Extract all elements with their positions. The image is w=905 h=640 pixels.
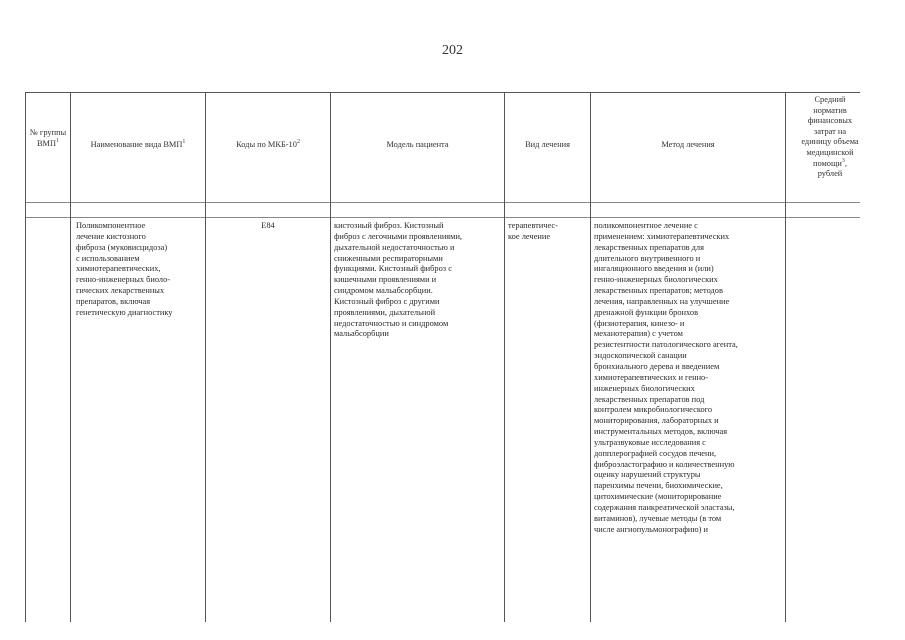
vmp-name-line: генно-инженерных биоло- <box>76 275 171 285</box>
treatment-method-line: ультразвуковые исследования с <box>594 437 706 447</box>
patient-model-line: мальабсорбции <box>334 329 389 339</box>
treatment-type-line: кое лечение <box>508 231 551 241</box>
treatment-method-line: химиотерапевтических и генно- <box>594 372 709 382</box>
treatment-method-line: инструментальных методов, включая <box>594 427 728 437</box>
treatment-method-line: лечения, направленных на улучшение <box>594 296 730 306</box>
column-divider-4 <box>504 92 505 622</box>
vmp-name-line: химиотерапевтических, <box>76 264 161 274</box>
table-top-border <box>25 92 860 93</box>
treatment-method-line: эндоскопической санации <box>594 351 687 361</box>
header-vmp-name-text: Наименование вида ВМП <box>90 140 183 149</box>
treatment-method-line: витаминов), лучевые методы (в том <box>594 513 722 523</box>
header-average-cost-text: Средний норматив финансовых затрат на единицу объема медицинской помощи <box>801 95 859 168</box>
header-patient-model: Модель пациента <box>386 140 449 149</box>
patient-model-line: дыхательной недостаточностью и <box>334 242 455 252</box>
patient-model-line: синдромом мальабсорбции. <box>334 286 433 296</box>
column-divider-6 <box>785 92 786 622</box>
treatment-method-line: механотерапия) с учетом <box>594 329 683 339</box>
treatment-method-line: допплерографией сосудов печени, <box>594 448 717 458</box>
treatment-method-line: цитохимические (мониторирование <box>594 492 722 502</box>
column-divider-1 <box>70 92 71 622</box>
header-group-number <box>27 128 69 149</box>
treatment-method-line: мониторирования, лабораторных и <box>594 416 719 426</box>
treatment-method-line: числе ангиопульмонографию) и <box>594 524 709 534</box>
treatment-method-line: (физиотерапия, кинезо- и <box>594 318 685 328</box>
vmp-name-line: с использованием <box>76 253 140 263</box>
cell-treatment-method <box>594 221 738 535</box>
treatment-method-line: поликомпонентное лечение с <box>594 221 698 230</box>
patient-model-line: кишечными проявлениями и <box>334 275 437 285</box>
vmp-name-line: гических лекарственных <box>76 286 165 296</box>
header-treatment-type: Вид лечения <box>525 140 570 149</box>
page-number: 202 <box>442 43 463 58</box>
header-icd-codes-text: Коды по МКБ-10 <box>236 140 297 149</box>
header-average-cost-unit: , рублей <box>817 158 848 179</box>
vmp-name-line: лечение кистозного <box>76 231 146 241</box>
cell-vmp-name <box>76 221 173 319</box>
cell-treatment-type <box>508 221 558 243</box>
treatment-method-line: длительного внутривенного и <box>594 253 701 263</box>
treatment-method-line: оценку нарушений структуры <box>594 470 701 480</box>
table-left-border <box>25 92 26 622</box>
vmp-name-line: генетическую диагностику <box>76 307 173 317</box>
treatment-method-line: дренажной функции бронхов <box>594 307 699 317</box>
patient-model-line: кистозный фиброз. Кистозный <box>334 221 444 230</box>
treatment-method-line: инженерных биологических <box>594 383 695 393</box>
treatment-type-line: терапевтичес- <box>508 221 558 230</box>
treatment-method-line: лекарственных препаратов для <box>594 242 704 252</box>
patient-model-line: проявлениями, дыхательной <box>334 307 436 317</box>
footnote-1: 1 <box>56 137 60 144</box>
patient-model-line: сниженными респираторными <box>334 253 443 263</box>
treatment-method-line: паренхимы печени, биохимические, <box>594 481 723 491</box>
header-treatment-method: Метод лечения <box>661 140 715 149</box>
header-average-cost <box>800 95 860 180</box>
vmp-name-line: фиброза (муковисцидоза) <box>76 242 168 252</box>
vmp-name-line: Поликомпонентное <box>76 221 146 230</box>
patient-model-line: фиброз с легочными проявлениями, <box>334 231 463 241</box>
column-divider-5 <box>590 92 591 622</box>
treatment-method-line: генно-инженерных биологических <box>594 275 718 285</box>
treatment-method-line: контролем микробиологического <box>594 405 713 415</box>
treatment-method-line: лекарственных препаратов под <box>594 394 705 404</box>
cell-icd-code: E84 <box>261 221 275 230</box>
treatment-method-line: резистентности патологического агента, <box>594 340 738 350</box>
footnote-1: 1 <box>182 139 186 146</box>
header-group-number-text: № группы ВМП <box>29 128 67 148</box>
treatment-method-line: применением: химиотерапевтических <box>594 231 730 241</box>
vmp-name-line: препаратов, включая <box>76 296 151 306</box>
cell-patient-model <box>334 221 462 340</box>
header-bottom-border <box>25 202 860 203</box>
column-divider-2 <box>205 92 206 622</box>
footnote-2: 2 <box>296 139 300 146</box>
footnote-3: 3 <box>841 157 845 164</box>
patient-model-line: Кистозный фиброз с другими <box>334 296 440 306</box>
patient-model-line: недостаточностью и синдромом <box>334 318 449 328</box>
header-icd-codes <box>207 140 329 151</box>
treatment-method-line: содержания панкреатической эластазы, <box>594 502 735 512</box>
treatment-method-line: бронхиального дерева и введением <box>594 361 720 371</box>
treatment-method-line: ингаляционного введения и (или) <box>594 264 714 274</box>
row-top-border <box>25 217 860 218</box>
patient-model-line: функциями. Кистозный фиброз с <box>334 264 452 274</box>
treatment-method-line: фиброэластографию и количественную <box>594 459 735 469</box>
header-vmp-name <box>72 140 204 151</box>
treatment-method-line: лекарственных препаратов; методов <box>594 286 723 296</box>
column-divider-3 <box>330 92 331 622</box>
